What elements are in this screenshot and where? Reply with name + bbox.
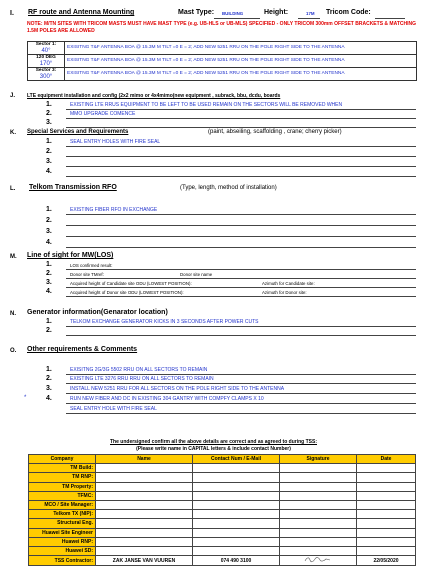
sector-text[interactable]: EXISITNG T&F ANTENNA BOA @ 15.3M M TILT =0 E = 2; ADD NEW 5251 RRU ON THE POLE RIGHT SIDE TO THE ANTENNA	[65, 68, 417, 81]
company-cell: TSS Contractor:	[29, 556, 96, 566]
company-cell: Huawei Site Engineer	[29, 528, 96, 537]
table-row	[29, 510, 416, 519]
o-item-2[interactable]: EXISTING LTE 3276 RRU RRU ON ALL SECTORS TO REMAIN	[70, 376, 214, 382]
candidate-odu-label: Acquired height of Candidate site ODU (LOWEST POSITION):	[70, 281, 192, 286]
section-m-title: Line of sight for MW(LOS)	[27, 252, 114, 259]
company-cell: Structural Eng.	[29, 519, 96, 528]
n-item-1[interactable]: TELKOM EXCHANGE GENERATOR KICKS IN 3 SECONDS AFTER POWER CUTS	[70, 319, 259, 325]
sectors-table	[27, 41, 417, 81]
date-cell[interactable]	[357, 537, 416, 546]
contact-cell[interactable]	[193, 491, 280, 500]
date-cell[interactable]	[357, 464, 416, 473]
item-number: 3.	[46, 158, 52, 165]
signature-cell[interactable]	[280, 510, 357, 519]
date-cell[interactable]	[357, 510, 416, 519]
sector-row	[28, 55, 417, 68]
company-cell: TFMC:	[29, 491, 96, 500]
section-j-title: LTE equipment installation and config (2x2 mimo or 4x4mimo(new equipment , subrack, bbu, dcdu, boards	[27, 93, 281, 99]
date-cell[interactable]	[357, 491, 416, 500]
sector-degree: 40°	[41, 48, 51, 54]
section-l-title: Telkom Transmission RFO	[29, 184, 117, 191]
signature-scribble-icon	[304, 556, 332, 563]
name-cell[interactable]: ZAK JANSE VAN VUUREN	[96, 556, 193, 566]
tricom-code-label: Tricom Code:	[326, 9, 371, 16]
signoff-line-2: (Please write name in CAPITAL letters & include contact Number)	[136, 446, 291, 452]
section-l-letter: L.	[10, 186, 16, 192]
section-i-title: RF route and Antenna Mounting	[28, 9, 135, 16]
sector-degree: 300°	[39, 74, 53, 80]
col-contact: Contact Num / E-Mail	[193, 455, 280, 464]
item-number: 1.	[46, 101, 52, 108]
table-row	[29, 537, 416, 546]
section-i-letter: I.	[10, 10, 14, 17]
table-row	[29, 556, 416, 566]
item-number: 2.	[46, 327, 52, 334]
section-k-title: Special Services and Requirements	[27, 129, 129, 135]
sector-text[interactable]: EXISITNG T&F ANTENNA BOA @ 15.3M M TILT =0 E = 2; ADD NEW 5251 RRU ON THE POLE RIGHT SIDE TO THE ANTENNA	[65, 55, 417, 68]
sector-row	[28, 42, 417, 55]
item-number: 4.	[46, 395, 52, 402]
company-cell: TM Build:	[29, 464, 96, 473]
name-cell[interactable]	[96, 464, 193, 473]
date-cell[interactable]	[357, 500, 416, 509]
date-cell[interactable]	[357, 528, 416, 537]
signature-cell[interactable]	[280, 537, 357, 546]
company-cell: TM RNP:	[29, 473, 96, 482]
item-number: 2.	[46, 217, 52, 224]
name-cell[interactable]	[96, 510, 193, 519]
signature-cell[interactable]	[280, 528, 357, 537]
item-number: 3.	[46, 119, 52, 126]
signature-cell[interactable]	[280, 482, 357, 491]
bullet-mark: *	[24, 395, 27, 401]
company-cell: Huawei RNP:	[29, 537, 96, 546]
table-row	[29, 473, 416, 482]
los-confirmed-label: LOS confirmed result:	[70, 263, 113, 268]
name-cell[interactable]	[96, 546, 193, 555]
signature-cell[interactable]	[280, 546, 357, 555]
sector-label: Sector 3:	[35, 68, 57, 73]
section-k-hint: (paint, abseiling, scaffolding , crane; cherry picker)	[208, 129, 342, 135]
contact-cell[interactable]	[193, 537, 280, 546]
item-number: 2.	[46, 270, 52, 277]
contact-cell[interactable]	[193, 519, 280, 528]
signature-cell[interactable]	[280, 519, 357, 528]
company-cell: Huawei SD:	[29, 546, 96, 555]
item-number: 1.	[46, 206, 52, 213]
item-number: 1.	[46, 318, 52, 325]
date-cell[interactable]	[357, 519, 416, 528]
contact-cell[interactable]	[193, 500, 280, 509]
contact-cell[interactable]	[193, 546, 280, 555]
item-number: 2.	[46, 148, 52, 155]
signature-cell[interactable]	[280, 473, 357, 482]
o-item-4[interactable]: RUN NEW FIBER AND DC IN EXISTING 304 GANTRY WITH COMPFY CLAMPS X 10	[70, 396, 264, 402]
o-item-1[interactable]: EXISITNG 2G/3G 5502 RRU ON ALL SECTORS TO REMAIN	[70, 367, 208, 373]
section-j-letter: J.	[10, 93, 16, 99]
contact-cell[interactable]	[193, 528, 280, 537]
item-number: 3.	[46, 279, 52, 286]
item-number: 4.	[46, 168, 52, 175]
item-number: 1.	[46, 138, 52, 145]
item-number: 3.	[46, 385, 52, 392]
name-cell[interactable]	[96, 528, 193, 537]
donor-odu-label: Acquired height of Donor site ODU (LOWEST POSITION):	[70, 290, 184, 295]
o-item-5[interactable]: SEAL ENTRY HOLE WITH FIRE SEAL	[70, 406, 157, 412]
sector-degree: 170°	[39, 61, 53, 67]
l-item-1[interactable]: EXISTING FIBER RFO IN EXCHANGE	[70, 207, 158, 213]
sector-text[interactable]: EXISITNG T&F ANTENNA BOA @ 15.3M M TILT =0 E = 2; ADD NEW 5251 RRU ON THE POLE RIGHT SIDE TO THE ANTENNA	[65, 42, 417, 55]
name-cell[interactable]	[96, 537, 193, 546]
table-row	[29, 528, 416, 537]
section-n-letter: N.	[10, 311, 16, 317]
date-cell[interactable]	[357, 546, 416, 555]
name-cell[interactable]	[96, 473, 193, 482]
donor-azimuth-label: Azimuth for Donor site:	[262, 290, 307, 295]
company-cell: TM Property:	[29, 482, 96, 491]
height-label: Height:	[264, 9, 289, 16]
table-row	[29, 519, 416, 528]
j-item-1[interactable]: EXISTING LTE RRUS EQUIPMENT TO BE LEFT TO BE USED REMAIN ON THE SECTORS WILL BE REMOVED WHEN	[70, 102, 343, 108]
signature-cell[interactable]	[280, 491, 357, 500]
contact-cell[interactable]	[193, 510, 280, 519]
name-cell[interactable]	[96, 491, 193, 500]
sector-row	[28, 68, 417, 81]
table-row	[29, 464, 416, 473]
item-number: 3.	[46, 228, 52, 235]
col-signature: Signature	[280, 455, 357, 464]
col-date: Date	[357, 455, 416, 464]
donor-tmref-label: Donor site TMref:	[70, 272, 104, 277]
mast-type-value[interactable]: BUILDING	[222, 11, 244, 16]
col-name: Name	[96, 455, 193, 464]
item-number: 2.	[46, 110, 52, 117]
sector-label: 120 DEG	[36, 55, 56, 60]
signature-cell[interactable]	[280, 556, 357, 566]
item-number: 4.	[46, 239, 52, 246]
candidate-azimuth-label: Azimuth for Candidate site:	[262, 281, 315, 286]
contact-cell[interactable]	[193, 482, 280, 491]
j-item-2[interactable]: MMO UPGRADE COMENCE	[70, 111, 136, 117]
table-row	[29, 546, 416, 555]
section-k-letter: K.	[10, 130, 16, 136]
signoff-header-row	[29, 455, 416, 464]
col-company: Company	[29, 455, 96, 464]
contact-cell[interactable]	[193, 473, 280, 482]
date-cell[interactable]	[357, 482, 416, 491]
contact-cell[interactable]	[193, 464, 280, 473]
company-cell: Telkom TX (NIP):	[29, 510, 96, 519]
k-item-1[interactable]: SEAL ENTRY HOLES WITH FIRE SEAL	[70, 139, 161, 145]
name-cell[interactable]	[96, 519, 193, 528]
section-n-title: Generator information(Genarator location)	[27, 309, 168, 316]
tricom-note: NOTE: M/TN SITES WITH TRICOM MASTS MUST HAVE MAST TYPE (e.g. UB-HLS or UB-MLS) SPECIFIED - ONLY TRICOM 300mm OFFSET BRACKETS & MATCHING 1.5M POLES ARE ALLOWED	[27, 21, 416, 34]
signature-cell[interactable]	[280, 464, 357, 473]
table-row	[29, 491, 416, 500]
item-number: 2.	[46, 375, 52, 382]
item-number: 4.	[46, 288, 52, 295]
signature-cell[interactable]	[280, 500, 357, 509]
name-cell[interactable]	[96, 482, 193, 491]
date-cell[interactable]: 22/05/2020	[357, 556, 416, 566]
contact-cell[interactable]: 074 490 3100	[193, 556, 280, 566]
sector-label: Sector 1:	[35, 42, 57, 47]
company-cell: MCO / Site Manager:	[29, 500, 96, 509]
name-cell[interactable]	[96, 500, 193, 509]
table-row	[29, 482, 416, 491]
item-number: 1.	[46, 366, 52, 373]
item-number: 1.	[46, 261, 52, 268]
section-l-hint: (Type, length, method of installation)	[180, 185, 277, 191]
signoff-table	[28, 454, 416, 566]
height-value[interactable]: 17M	[306, 11, 315, 16]
date-cell[interactable]	[357, 473, 416, 482]
signoff-line-1: The undersigned confirm all the above details are correct and as agreed to during TSS:	[110, 439, 317, 445]
section-o-letter: O.	[10, 348, 17, 354]
table-row	[29, 500, 416, 509]
o-item-3[interactable]: INSTALL NEW 5251 RRU FOR ALL SECTORS ON THE POLE RIGHT SIDE TO THE ANTENNA	[70, 386, 285, 392]
donor-name-label: Donor site name	[180, 272, 213, 277]
section-m-letter: M.	[10, 254, 17, 260]
mast-type-label: Mast Type:	[178, 9, 215, 16]
section-o-title: Other requirements & Comments	[27, 346, 138, 353]
